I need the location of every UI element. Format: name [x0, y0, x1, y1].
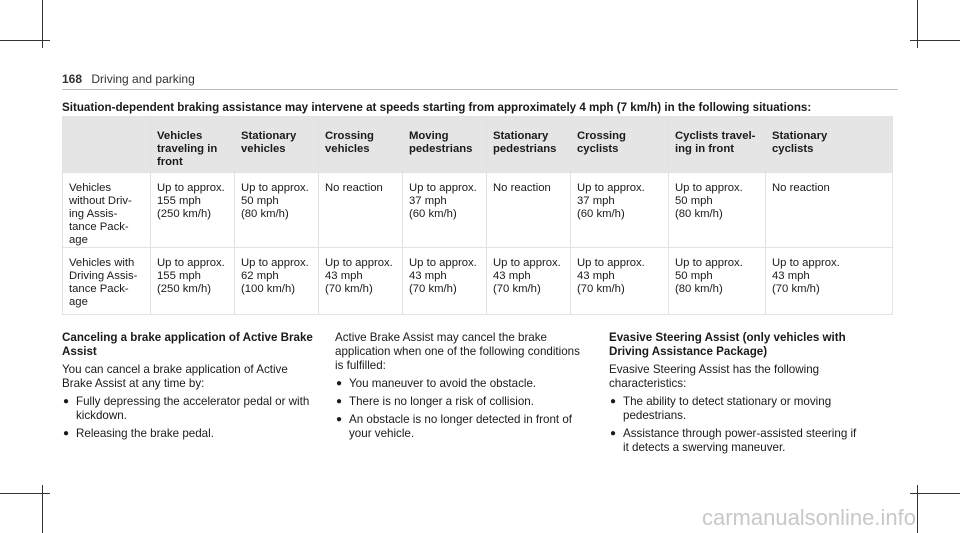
- intro-text: Situation-dependent braking assistance may intervene at speeds starting from approximately 4 mph (7 km/h) in the following situations:: [62, 101, 812, 114]
- header-rule: [62, 89, 898, 90]
- crop-mark: [0, 40, 50, 41]
- table-header-row: [63, 117, 893, 173]
- table-cell: No reaction: [487, 173, 571, 248]
- bullet-icon: ●: [336, 396, 343, 407]
- table-header-cell: Stationary pedestrians: [487, 117, 571, 173]
- section-evasive-steering: [609, 331, 864, 459]
- page-number: 168: [62, 72, 83, 86]
- crop-mark: [0, 493, 50, 494]
- table-cell: Up to approx. 43 mph (70 km/h): [571, 248, 669, 315]
- table-cell: Up to approx. 43 mph (70 km/h): [403, 248, 487, 315]
- table-cell: Up to approx. 50 mph (80 km/h): [235, 173, 319, 248]
- section-heading: Canceling a brake application of Active Brake Assist: [62, 331, 313, 358]
- table-cell: Up to approx. 43 mph (70 km/h): [319, 248, 403, 315]
- table-cell: Up to approx. 50 mph (80 km/h): [669, 248, 766, 315]
- bullet-icon: ●: [63, 396, 70, 407]
- list-item-text: Assistance through power-assisted steering if it detects a swerving maneuver.: [623, 427, 857, 454]
- list-item: [62, 395, 317, 423]
- list-item-text: The ability to detect stationary or moving pedestrians.: [623, 395, 832, 422]
- table-header-cell: Stationary vehicles: [235, 117, 319, 173]
- list-item: [62, 427, 317, 441]
- table-header-cell: Vehicles traveling in front: [151, 117, 235, 173]
- list-item: [335, 395, 590, 409]
- list-item-text: You maneuver to avoid the obstacle.: [349, 377, 537, 390]
- bullet-icon: ●: [63, 428, 70, 439]
- bullet-list: [609, 395, 864, 455]
- list-item: [335, 413, 590, 441]
- table-cell: Up to approx. 62 mph (100 km/h): [235, 248, 319, 315]
- bullet-icon: ●: [610, 396, 617, 407]
- bullet-icon: ●: [336, 414, 343, 425]
- table-header-cell: Crossing vehicles: [319, 117, 403, 173]
- crop-mark: [910, 493, 960, 494]
- table-cell: Up to approx. 43 mph (70 km/h): [487, 248, 571, 315]
- paragraph: Active Brake Assist may cancel the brake application when one of the following conditions is fulfilled:: [335, 331, 580, 372]
- table-cell: Vehicles without Driv- ing Assis- tance Pack- age: [63, 173, 151, 248]
- speed-table: [62, 116, 893, 315]
- table-cell: Up to approx. 37 mph (60 km/h): [403, 173, 487, 248]
- paragraph: Evasive Steering Assist has the following characteristics:: [609, 363, 820, 390]
- bullet-list: [335, 377, 590, 441]
- table-header-cell: Stationary cyclists: [766, 117, 893, 173]
- paragraph: You can cancel a brake application of Active Brake Assist at any time by:: [62, 363, 288, 390]
- table-header-cell: [63, 117, 151, 173]
- table-header-cell: Crossing cyclists: [571, 117, 669, 173]
- page-header: [62, 72, 195, 86]
- section-cancel-conditions: [335, 331, 590, 445]
- bullet-icon: ●: [610, 428, 617, 439]
- table-cell: Up to approx. 37 mph (60 km/h): [571, 173, 669, 248]
- list-item-text: An obstacle is no longer detected in front of your vehicle.: [349, 413, 572, 440]
- list-item-text: Releasing the brake pedal.: [76, 427, 214, 440]
- list-item: [609, 427, 864, 455]
- table-cell: No reaction: [766, 173, 893, 248]
- section-cancel-brake: [62, 331, 317, 445]
- table-cell: Up to approx. 43 mph (70 km/h): [766, 248, 893, 315]
- table-cell: Up to approx. 50 mph (80 km/h): [669, 173, 766, 248]
- table-cell: No reaction: [319, 173, 403, 248]
- list-item: [609, 395, 864, 423]
- list-item-text: There is no longer a risk of collision.: [349, 395, 534, 408]
- bullet-icon: ●: [336, 378, 343, 389]
- bullet-list: [62, 395, 317, 441]
- table-header-cell: Cyclists travel- ing in front: [669, 117, 766, 173]
- list-item-text: Fully depressing the accelerator pedal or with kickdown.: [76, 395, 310, 422]
- table-cell: Up to approx. 155 mph (250 km/h): [151, 173, 235, 248]
- watermark-text: carmanualsonline.info: [701, 505, 916, 530]
- table-row: [63, 173, 893, 248]
- list-item: [335, 377, 590, 391]
- table-cell: Vehicles with Driving Assis- tance Pack- age: [63, 248, 151, 315]
- section-heading: Evasive Steering Assist (only vehicles with Driving Assistance Package): [609, 331, 846, 358]
- section-title: Driving and parking: [91, 72, 195, 86]
- crop-mark: [910, 40, 960, 41]
- table-row: [63, 248, 893, 315]
- table-cell: Up to approx. 155 mph (250 km/h): [151, 248, 235, 315]
- table-header-cell: Moving pedestrians: [403, 117, 487, 173]
